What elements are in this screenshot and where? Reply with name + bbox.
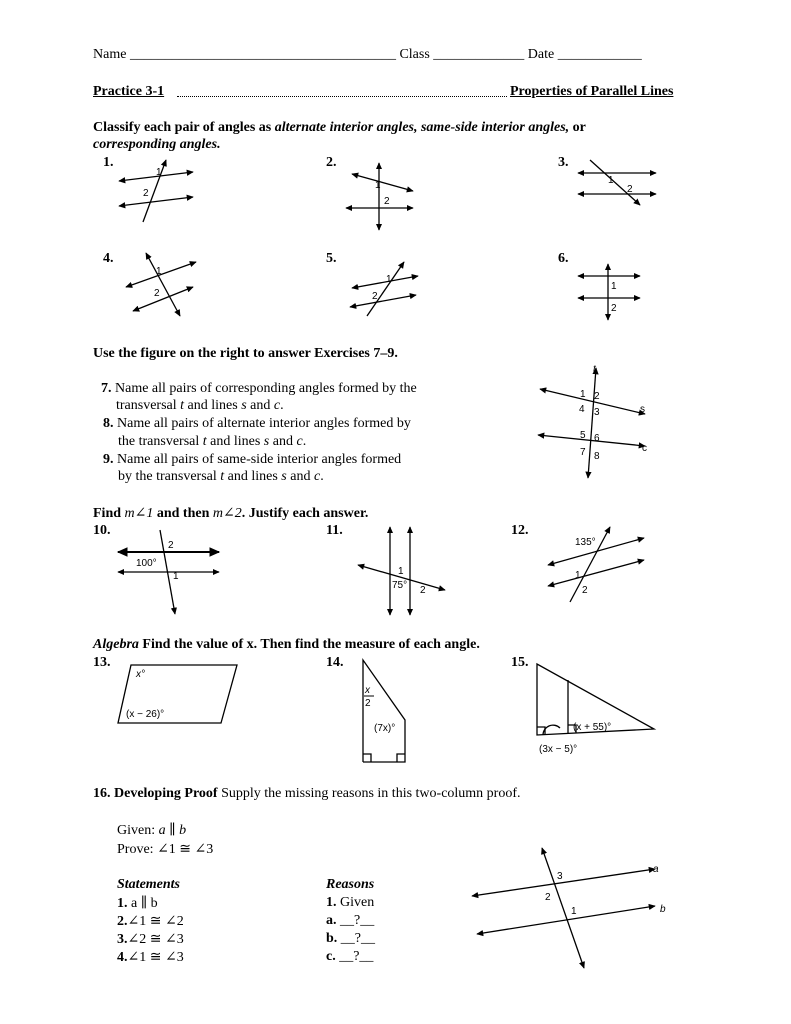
statement-2: 2.∠1 ≅ ∠2 — [117, 914, 184, 929]
exercise-8: 8. Name all pairs of alternate interior angles formed by — [103, 416, 411, 431]
figure-16 — [472, 848, 666, 968]
fig14-label-den: 2 — [365, 698, 371, 709]
fig16-label-2: 2 — [545, 892, 551, 903]
figure-3 — [578, 160, 656, 205]
class-label: Class — [399, 47, 430, 62]
fig79-angle-6: 6 — [594, 433, 600, 444]
exercise-9-line2: by the transversal t and lines s and c. — [118, 469, 324, 484]
fig13-label-x: x° — [136, 669, 145, 680]
fig79-angle-4: 4 — [579, 404, 585, 415]
section3-heading: Find m∠1 and then m∠2. Justify each answer. — [93, 506, 369, 521]
problem-11-number: 11. — [326, 523, 343, 538]
problem-4-number: 4. — [103, 251, 114, 266]
fig12-label-135: 135° — [575, 537, 596, 548]
fig14-label-num: x — [365, 685, 370, 696]
fig11-label-1: 1 — [398, 566, 404, 577]
problem-3-number: 3. — [558, 155, 569, 170]
fig11-label-75: 75° — [392, 580, 408, 591]
fig12-label-2: 2 — [582, 585, 588, 596]
statements-header: Statements — [117, 877, 181, 892]
section4-heading: Algebra Find the value of x. Then find the measure of each angle. — [93, 637, 480, 652]
figure-6 — [578, 264, 640, 320]
fig10-label-100: 100° — [136, 558, 157, 569]
figure-2 — [346, 163, 413, 230]
fig5-label-1: 1 — [386, 274, 392, 285]
figure-13 — [118, 665, 237, 723]
section1-instruction: Classify each pair of angles as alternate interior angles, same-side interior angles, or — [93, 120, 586, 135]
exercise-8-line2: the transversal t and lines s and c. — [118, 434, 307, 449]
fig3-label-2: 2 — [627, 184, 633, 195]
fig2-label-1: 1 — [375, 180, 381, 191]
fig79-angle-2: 2 — [594, 391, 600, 402]
problem-10-number: 10. — [93, 523, 111, 538]
fig79-angle-3: 3 — [594, 407, 600, 418]
problem-1-number: 1. — [103, 155, 114, 170]
fig2-label-2: 2 — [384, 196, 390, 207]
fig6-label-2: 2 — [611, 303, 617, 314]
name-label: Name — [93, 47, 127, 62]
problem-6-number: 6. — [558, 251, 569, 266]
fig79-angle-7: 7 — [580, 447, 586, 458]
exercise-7-line2: transversal t and lines s and c. — [116, 398, 284, 413]
exercise-9: 9. Name all pairs of same-side interior angles formed — [103, 452, 402, 467]
fig16-label-b: b — [660, 904, 666, 915]
statement-1: 1. a ∥ b — [117, 896, 158, 911]
problem-5-number: 5. — [326, 251, 337, 266]
fig15-label-x55: (x + 55)° — [573, 722, 612, 733]
figure-5 — [350, 262, 418, 316]
fig16-label-a: a — [653, 864, 659, 875]
fig12-label-1: 1 — [575, 570, 581, 581]
reason-a[interactable]: a. __?__ — [326, 913, 375, 928]
figure-10 — [118, 530, 219, 614]
fig4-label-2: 2 — [154, 288, 160, 299]
fig16-label-3: 3 — [557, 871, 563, 882]
fig15-label-3x5: (3x − 5)° — [539, 744, 578, 755]
reason-c[interactable]: c. __?__ — [326, 949, 374, 964]
fig10-label-1: 1 — [173, 571, 179, 582]
figure-1 — [119, 160, 193, 222]
fig79-angle-8: 8 — [594, 451, 600, 462]
fig1-label-1: 1 — [156, 167, 162, 178]
date-label: Date — [527, 47, 555, 62]
problem-14-number: 14. — [326, 655, 344, 670]
section1-instruction-line2: corresponding angles. — [93, 137, 221, 152]
fig5-label-2: 2 — [372, 291, 378, 302]
fig11-label-2: 2 — [420, 585, 426, 596]
date-blank[interactable]: ____________ — [557, 47, 642, 62]
given-line: Given: a ∥ b — [117, 823, 187, 838]
figure-14 — [363, 660, 405, 762]
fig16-label-1: 1 — [571, 906, 577, 917]
section5-heading: 16. Developing Proof Supply the missing reasons in this two-column proof. — [93, 786, 521, 801]
fig79-label-c: c — [642, 443, 647, 454]
reason-1: 1. Given — [326, 895, 375, 910]
figure-12 — [548, 527, 644, 602]
reason-b[interactable]: b. __?__ — [326, 931, 376, 946]
fig79-angle-5: 5 — [580, 430, 586, 441]
problem-12-number: 12. — [511, 523, 529, 538]
class-blank[interactable]: _____________ — [433, 47, 525, 62]
fig14-label-7x: (7x)° — [374, 723, 396, 734]
section-title: Properties of Parallel Lines — [510, 84, 674, 99]
fig3-label-1: 1 — [608, 175, 614, 186]
reasons-header: Reasons — [326, 877, 375, 892]
figure-4 — [126, 253, 196, 316]
fig13-label-x26: (x − 26)° — [126, 709, 165, 720]
section2-heading: Use the figure on the right to answer Exercises 7–9. — [93, 346, 398, 361]
fig10-label-2: 2 — [168, 540, 174, 551]
problem-13-number: 13. — [93, 655, 111, 670]
problem-2-number: 2. — [326, 155, 337, 170]
prove-line: Prove: ∠1 ≅ ∠3 — [117, 842, 214, 857]
figure-7-9 — [538, 364, 647, 478]
fig6-label-1: 1 — [611, 281, 617, 292]
figure-11 — [358, 527, 445, 615]
statement-4: 4.∠1 ≅ ∠3 — [117, 950, 184, 965]
fig79-label-s: s — [640, 404, 645, 415]
fig4-label-1: 1 — [156, 266, 162, 277]
name-blank[interactable]: ______________________________________ — [129, 47, 396, 62]
practice-title: Practice 3-1 — [93, 84, 165, 99]
exercise-7: 7. Name all pairs of corresponding angles formed by the — [101, 381, 417, 396]
fig1-label-2: 2 — [143, 188, 149, 199]
figure-15 — [537, 664, 654, 755]
fig79-label-t: t — [593, 364, 596, 375]
statement-3: 3.∠2 ≅ ∠3 — [117, 932, 184, 947]
fig79-angle-1: 1 — [580, 389, 586, 400]
problem-15-number: 15. — [511, 655, 529, 670]
